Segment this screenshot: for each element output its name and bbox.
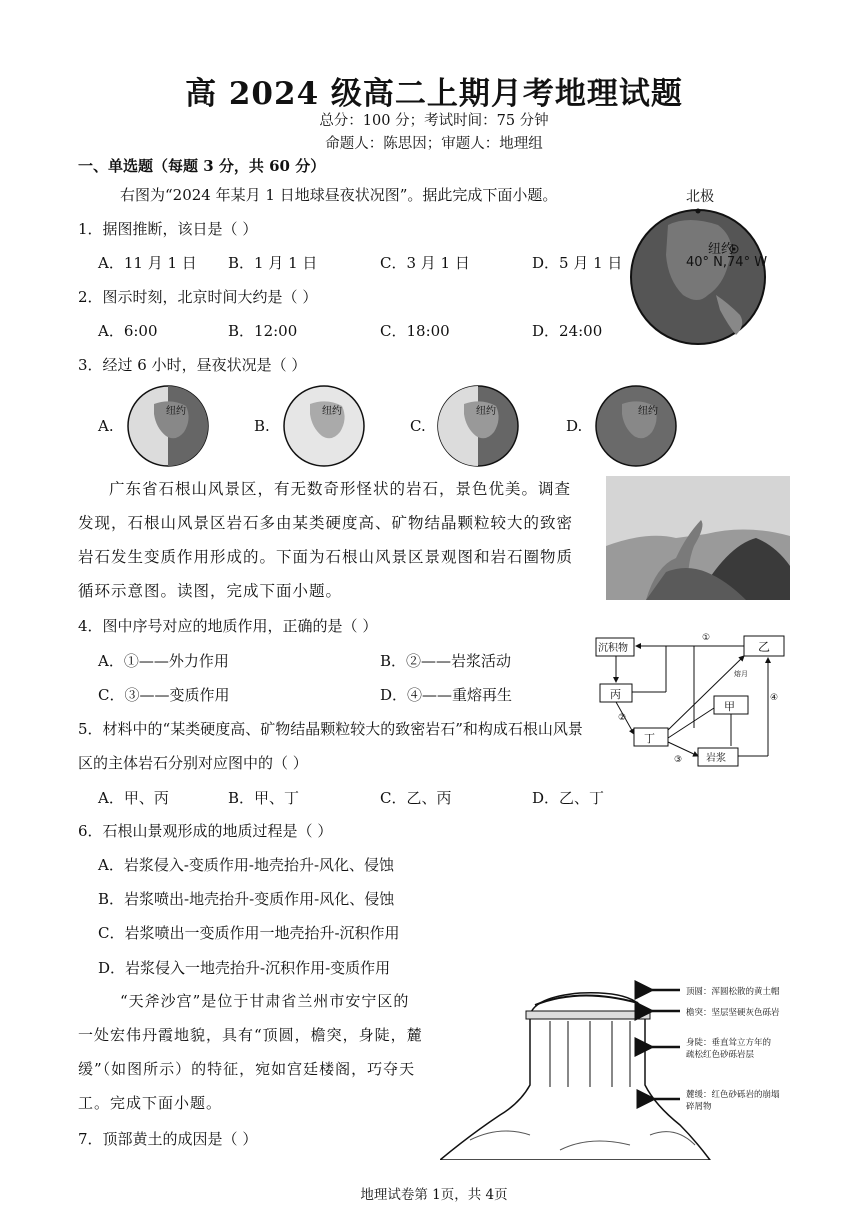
q5-stem-line1: 5．材料中的“某类硬度高、矿物结晶颗粒较大的致密岩石”和构成石根山风景: [78, 720, 583, 738]
authors-line: 命题人：陈思因；审题人：地理组: [325, 136, 543, 152]
palace-foot-label-2: 碎屑物: [686, 1102, 712, 1112]
q3b-newyork-label: 纽约: [322, 406, 342, 417]
intro-tianfu-line1: “天斧沙宫”是位于甘肃省兰州市安宁区的: [120, 992, 410, 1010]
q5-option-d[interactable]: D．乙、丁: [532, 789, 605, 807]
q7-stem: 7．顶部黄土的成因是（ ）: [78, 1130, 258, 1148]
q3-stem: 3．经过 6 小时，昼夜状况是（ ）: [78, 356, 307, 374]
q1-stem: 1．据图推断，该日是（ ）: [78, 220, 258, 238]
q3a-newyork-label: 纽约: [166, 406, 186, 417]
q4-option-c[interactable]: C．③——变质作用: [98, 686, 230, 704]
q5-stem-line2: 区的主体岩石分别对应图中的（ ）: [78, 754, 308, 772]
q5-option-c[interactable]: C．乙、丙: [380, 789, 452, 807]
score-time-line: 总分：100 分；考试时间：75 分钟: [319, 113, 549, 129]
cycle-num-2: ②: [618, 713, 627, 723]
rock-cycle-diagram: [594, 630, 790, 772]
q2-option-a[interactable]: A．6:00: [98, 322, 158, 340]
q4-stem: 4．图中序号对应的地质作用，正确的是（ ）: [78, 617, 378, 635]
cycle-jia-label: 甲: [724, 700, 735, 713]
q6-option-a[interactable]: A．岩浆侵入-变质作用-地壳抬升-风化、侵蚀: [98, 856, 395, 874]
q1-option-c[interactable]: C．3 月 1 日: [380, 254, 470, 272]
q3-option-a-label[interactable]: A.: [98, 417, 114, 435]
q3-option-d-label[interactable]: D.: [566, 417, 583, 435]
palace-body-label-1: 身陡：垂直耸立方年的: [686, 1038, 772, 1048]
palace-body-label-2: 疏松红色砂砾岩层: [686, 1050, 755, 1060]
palace-top-label: 顶圆：浑圆松散的黄土帽: [686, 987, 780, 997]
q4-option-b[interactable]: B．②——岩浆活动: [380, 652, 512, 670]
q3-option-d-globe[interactable]: [594, 384, 678, 472]
cycle-num-4: ④: [770, 693, 779, 703]
q3c-newyork-label: 纽约: [476, 406, 496, 417]
cycle-small-label: 熔月: [734, 670, 748, 678]
cycle-ding-label: 丁: [644, 732, 655, 745]
q1-option-b[interactable]: B．1 月 1 日: [228, 254, 318, 272]
palace-foot-label-1: 麓缓：红色砂砾岩的崩塌: [686, 1090, 780, 1100]
newyork-label: 纽约: [708, 242, 735, 257]
page-footer: 地理试卷第 1页，共 4页: [360, 1187, 508, 1203]
cycle-bing-label: 丙: [610, 688, 621, 701]
q2-stem: 2．图示时刻，北京时间大约是（ ）: [78, 288, 318, 306]
newyork-coord-label: 40° N,74° W: [686, 255, 768, 270]
globe-day-night-figure: [628, 185, 778, 345]
intro-tianfu-line4: 工。完成下面小题。: [78, 1094, 223, 1112]
q3-option-b-globe[interactable]: [282, 384, 366, 472]
intro-day-night: 右图为“2024 年某月 1 日地球昼夜状况图”。据此完成下面小题。: [120, 186, 558, 204]
q2-option-b[interactable]: B．12:00: [228, 322, 298, 340]
q6-stem: 6．石根山景观形成的地质过程是（ ）: [78, 822, 333, 840]
q6-option-d[interactable]: D．岩浆侵入一地壳抬升-沉积作用-变质作用: [98, 959, 391, 977]
q5-option-a[interactable]: A．甲、丙: [98, 789, 169, 807]
section-heading: 一、单选题（每题 3 分，共 60 分）: [78, 157, 326, 175]
q6-option-b[interactable]: B．岩浆喷出-地壳抬升-变质作用-风化、侵蚀: [98, 890, 395, 908]
q1-option-a[interactable]: A．11 月 1 日: [98, 254, 197, 272]
shigenshan-landscape-photo: [606, 476, 790, 600]
cycle-sediment-label: 沉积物: [598, 643, 628, 654]
intro-shigenshan: 广东省石根山风景区，有无数奇形怪状的岩石，景色优美。调查发现，石根山风景区岩石多由某类硬度高、矿物结晶颗粒较大的致密岩石发生变质作用形成的。下面为石根山风景区景观图和岩石圈物质循环示意图。读图，完成下面小题。: [78, 480, 574, 600]
north-pole-label: 北极: [686, 189, 714, 205]
q3-option-c-label[interactable]: C.: [410, 417, 426, 435]
cycle-magma-label: 岩浆: [706, 753, 726, 764]
q1-option-d[interactable]: D．5 月 1 日: [532, 254, 623, 272]
cycle-yi-label: 乙: [758, 640, 771, 654]
cycle-num-3: ③: [674, 755, 683, 765]
palace-eave-label: 檐突：坚层坚硬灰色砾岩: [686, 1008, 780, 1018]
intro-tianfu-line3: 缓”（如图所示）的特征，宛如宫廷楼阁，巧夺天: [78, 1060, 416, 1078]
q3d-newyork-label: 纽约: [638, 406, 658, 417]
q6-option-c[interactable]: C．岩浆喷出一变质作用一地壳抬升-沉积作用: [98, 924, 400, 942]
intro-tianfu-line2: 一处宏伟丹霞地貌，具有“顶圆，檐突，身陡，麓: [78, 1026, 423, 1044]
q3-option-b-label[interactable]: B.: [254, 417, 270, 435]
exam-title: 高 2024 级高二上期月考地理试题: [185, 76, 683, 112]
q2-option-c[interactable]: C．18:00: [380, 322, 450, 340]
q3-option-a-globe[interactable]: [126, 384, 210, 472]
q3-option-c-globe[interactable]: [436, 384, 520, 472]
q4-option-d[interactable]: D．④——重熔再生: [380, 686, 513, 704]
tianfu-palace-sketch: [440, 975, 790, 1160]
q4-option-a[interactable]: A．①——外力作用: [98, 652, 229, 670]
cycle-num-1: ①: [702, 633, 711, 643]
q2-option-d[interactable]: D．24:00: [532, 322, 603, 340]
q5-option-b[interactable]: B．甲、丁: [228, 789, 300, 807]
